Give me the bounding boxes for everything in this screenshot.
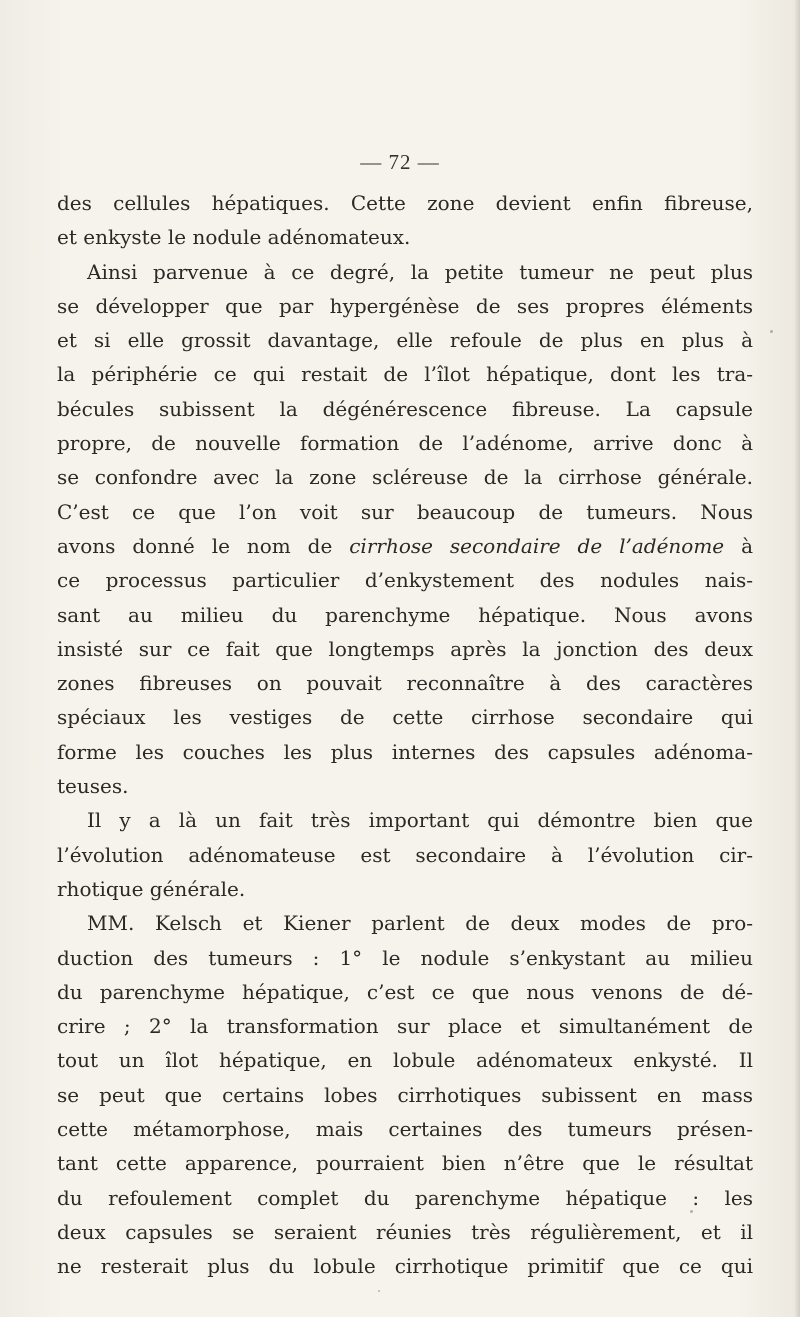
paper-speck [770,330,773,333]
text-line: se développer que par hypergénèse de ses propres éléments [57,293,753,318]
text-line: l’évolution adénomateuse est secondaire à l’évolution cir- [57,842,753,867]
paper-speck [378,1290,380,1292]
text-line: forme les couches les plus internes des capsules adénoma- [57,739,753,764]
text-line: se peut que certains lobes cirrhotiques subissent en mass [57,1082,753,1107]
text-line: et enkyste le nodule adénomateux. [57,225,411,250]
text-line: spéciaux les vestiges de cette cirrhose secondaire qui [57,705,753,730]
paper-speck [690,1210,693,1213]
text-line: cette métamorphose, mais certaines des tumeurs présen- [57,1117,753,1142]
text-line: tant cette apparence, pourraient bien n’être que le résultat [57,1151,753,1176]
text-line: duction des tumeurs : 1° le nodule s’enkystant au milieu [57,945,753,970]
text-line: ne resterait plus du lobule cirrhotique primitif que ce qui [57,1254,753,1279]
text-line: bécules subissent la dégénérescence fibreuse. La capsule [57,396,753,421]
text-line: rhotique générale. [57,876,246,901]
page-number: — 72 — [360,150,440,174]
text-line: des cellules hépatiques. Cette zone devient enfin fibreuse, [57,191,753,215]
text-line: se confondre avec la zone scléreuse de la cirrhose générale. [57,465,753,490]
text-line: et si elle grossit davantage, elle refoule de plus en plus à [57,328,753,353]
text-line: C’est ce que l’on voit sur beaucoup de tumeurs. Nous [57,499,753,524]
text-line: ce processus particulier d’enkystement des nodules nais- [57,568,753,593]
text-line: avons donné le nom de cirrhose secondaire de l’adénome à [57,533,754,558]
text-line: du parenchyme hépatique, c’est ce que nous venons de dé- [57,979,753,1004]
text-line: MM. Kelsch et Kiener parlent de deux modes de pro- [87,911,753,936]
text-line: deux capsules se seraient réunies très régulièrement, et il [57,1219,753,1244]
text-line: la périphérie ce qui restait de l’îlot hépatique, dont les tra- [57,362,753,387]
page-edge-shadow [794,0,800,1317]
italic-term: cirrhose secondaire de l’adénome [349,533,725,558]
text-line: crire ; 2° la transformation sur place et simultanément de [57,1014,753,1039]
text-line: Il y a là un fait très important qui démontre bien que [87,808,753,833]
text-line: insisté sur ce fait que longtemps après la jonction des deux [57,636,753,661]
text-line: Ainsi parvenue à ce degré, la petite tumeur ne peut plus [87,259,753,284]
body-text [57,186,753,1284]
text-line: zones fibreuses on pouvait reconnaître à des caractères [57,671,753,696]
text-line: sant au milieu du parenchyme hépatique. Nous avons [57,602,753,627]
text-line: teuses. [57,774,129,799]
text-line: du refoulement complet du parenchyme hépatique : les [57,1185,753,1210]
text-line: propre, de nouvelle formation de l’adénome, arrive donc à [57,431,753,456]
text-line: tout un îlot hépatique, en lobule adénomateux enkysté. Il [57,1048,753,1073]
